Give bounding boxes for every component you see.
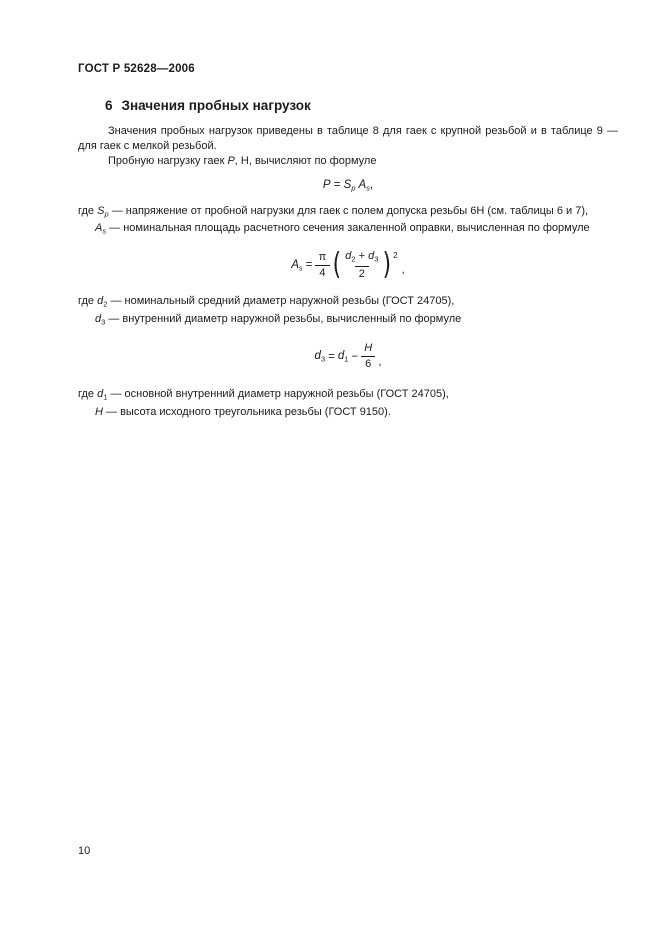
- formula-intro-line: Пробную нагрузку гаек P, Н, вычисляют по формуле: [108, 155, 377, 167]
- exponent: 2: [393, 250, 398, 260]
- where-sp-line: где $S_p$ — напряжение от пробной нагрузки для гаек с полем допуска резьбы 6Н (см. таблицы 6 и 7),: [78, 204, 589, 218]
- left-paren: (: [332, 246, 341, 282]
- right-paren: ): [383, 246, 392, 282]
- section-number: 6: [105, 98, 113, 113]
- fraction-pi-4: $\frac{\pi}{4}$: [315, 251, 329, 280]
- where-d1-line: где $d_1$ — основной внутренний диаметр наружной резьбы (ГОСТ 24705),: [78, 388, 449, 402]
- where-h-line: H — высота исходного треугольника резьбы (ГОСТ 9150).: [95, 405, 391, 418]
- formula-d3: $d_3$ = $d_1$ − $\frac{H}{6}$ ,: [314, 342, 382, 370]
- fraction-h-6: $\frac{H}{6}$: [361, 342, 375, 371]
- section-title: Значения пробных нагрузок: [121, 98, 311, 113]
- where-d3-line: $d_3$ — внутренний диаметр наружной резьбы, вычисленный по формуле: [95, 312, 462, 326]
- where-as-line: $A_s$ — номинальная площадь расчетного сечения закаленной оправки, вычисленная по формуле: [95, 222, 590, 236]
- doc-header: ГОСТ Р 52628—2006: [78, 63, 195, 75]
- formula-stress-area: $A_s$ = $\frac{\pi}{4}$ ( $\frac{d_2 + d_3}{2}$ ) 2 ,: [291, 246, 405, 282]
- formula-proof-load: $P = S_p$ $A_s$,: [322, 179, 374, 193]
- fraction-d2-d3: $\frac{d_2 + d_3}{2}$: [345, 249, 379, 280]
- intro-paragraph: Значения пробных нагрузок приведены в таблице 8 для гаек с крупной резьбой и в таблице 9 — для гаек с мелкой резьбой.: [78, 125, 618, 152]
- page-content: [78, 63, 618, 420]
- page-number: 10: [78, 845, 91, 857]
- section-heading: [105, 98, 618, 113]
- where-d2-line: где $d_2$ — номинальный средний диаметр наружной резьбы (ГОСТ 24705),: [78, 295, 455, 309]
